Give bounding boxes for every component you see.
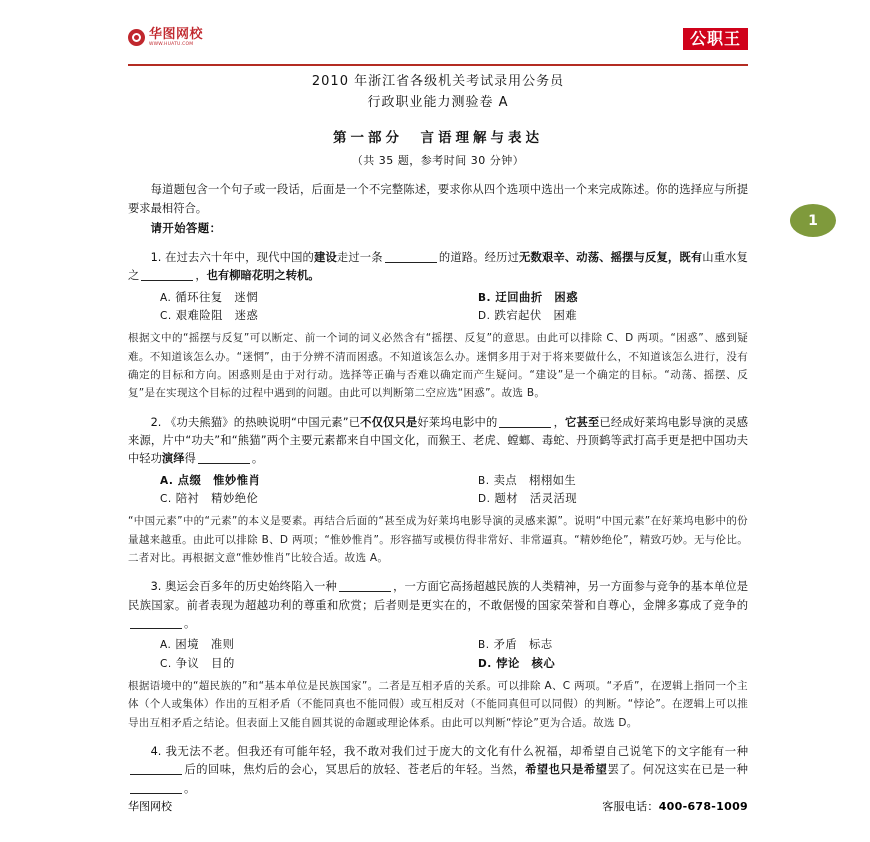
instruction-line: 请开始答题：: [150, 221, 222, 235]
page-header: [128, 28, 748, 66]
option-text: 卖点 栩栩如生: [489, 473, 577, 487]
answer-blank: [130, 782, 182, 794]
question-stem: [128, 414, 748, 469]
answer-blank: [130, 617, 182, 629]
section-title: 第一部分 言语理解与表达: [333, 129, 543, 146]
intro-paragraph: 每道题包含一个句子或一段话，后面是一个不完整陈述，要求你从四个选项中选出一个来完成陈述。你的选择应与所提要求最相符合。: [128, 183, 748, 215]
option-text: 困境 准则: [171, 638, 235, 652]
option-list: [128, 289, 748, 326]
question-number: 4.: [150, 745, 166, 759]
question-number: 2.: [150, 415, 166, 429]
option-key: B.: [478, 639, 490, 652]
footer-contact: [602, 798, 748, 814]
option-key: A.: [160, 291, 172, 304]
stem-text: 得: [184, 452, 196, 466]
stem-text: 我无法不老。但我还有可能年轻，我不敢对我们过于庞大的文化有什么祝福，却希望自己说笔下的文字能有一种: [165, 745, 748, 759]
option-key: B.: [478, 474, 490, 487]
question-explanation: 根据语境中的“超民族的”和“基本单位是民族国家”。二者是互相矛盾的关系。可以排除 A、C 两项。“矛盾”，在逻辑上指同一个主体（个人或集体）作出的互相矛盾（不能同真也不能同假）或互相反对（不能同真但可以同假）的判断。“悖论”。在逻辑上可以推导出互相矛盾之结论。但表面上又能自圆其说的命题或理论体系。由此可以判断“悖论”更为合适。故选 D。: [128, 679, 748, 729]
stem-text: 后的回味，焦灼后的会心，冥思后的放轻、苍老后的年轻。当然，: [184, 763, 526, 777]
footer-brand: 华图网校: [128, 800, 172, 813]
option-item[interactable]: [128, 655, 438, 673]
stem-text: 山重水复之: [128, 251, 748, 283]
option-key: C.: [160, 657, 172, 670]
option-text: 争议 目的: [171, 656, 235, 670]
question-list: [128, 249, 748, 798]
stem-emphasis: 建设: [314, 251, 337, 265]
option-text: 迂回曲折 困惑: [491, 290, 579, 304]
answer-blank: [385, 251, 437, 263]
stem-emphasis: 希望也只是希望: [525, 763, 608, 777]
stem-emphasis: 演绎: [161, 452, 185, 466]
footer-phone: 400-678-1009: [658, 800, 748, 813]
exam-title-line-2: 行政职业能力测验卷 A: [367, 94, 509, 110]
stem-emphasis: 它甚至: [565, 415, 600, 429]
question-stem: [128, 578, 748, 633]
stem-emphasis: 也有柳暗花明之转机。: [206, 269, 320, 283]
option-item[interactable]: [438, 307, 748, 325]
option-key: D.: [478, 657, 492, 670]
option-item[interactable]: [128, 289, 438, 307]
stem-text: 好莱坞电影中的: [417, 415, 498, 429]
page-number-badge: 1: [790, 204, 836, 237]
stem-text: ，: [195, 269, 207, 283]
option-item[interactable]: [438, 655, 748, 673]
stem-text: 奥运会百多年的历史始终陷入一种: [165, 580, 337, 594]
logo-title: 华图网校: [149, 27, 204, 42]
exam-title-line-1: 2010 年浙江省各级机关考试录用公务员: [311, 74, 565, 89]
option-text: 跌宕起伏 困难: [490, 309, 578, 323]
stem-text: 《功夫熊猫》的热映说明“中国元素”已: [165, 415, 361, 429]
footer-contact-label: 客服电话：: [602, 800, 659, 813]
question-stem: [128, 249, 748, 286]
option-text: 矛盾 标志: [489, 638, 553, 652]
option-key: D.: [478, 310, 491, 323]
huatu-logo: [128, 28, 203, 48]
option-item[interactable]: [128, 636, 438, 654]
option-item[interactable]: [438, 636, 748, 654]
section-subtitle: （共 35 题，参考时间 30 分钟）: [351, 154, 525, 168]
answer-blank: [130, 764, 182, 776]
option-text: 循环往复 迷惘: [171, 290, 259, 304]
question-explanation: 根据文中的“摇摆与反复”可以断定、前一个词的词义必然含有“摇摆、反复”的意思。由此可以排除 C、D 两项。“困惑”、感到疑难。不知道该怎么办。“迷惘”，由于分辨不清而困惑。不知道该怎么办。迷惘多用于对于将来要做什么，不知道该怎么进行，没有确定的目标和方向。困惑则是由于对行动。选择等正确与否难以确定而产生疑问。“建设”是一个确定的目标。“动荡、摇摆、反复”是在实现这个目标的过程中遇到的问题。由此可以判断第二空应选“困惑”。故选 B。: [128, 332, 748, 400]
logo-text: [149, 28, 203, 48]
logo-subtitle: WWW.HUATU.COM: [149, 42, 194, 47]
answer-blank: [198, 453, 250, 465]
question-number: 3.: [150, 580, 166, 594]
answer-blank: [339, 581, 391, 593]
option-key: A.: [160, 474, 174, 487]
option-text: 悖论 核心: [491, 656, 556, 670]
stem-text: 。: [184, 781, 196, 795]
stem-text: 。: [251, 452, 264, 466]
option-key: C.: [160, 493, 172, 506]
option-list: [128, 472, 748, 509]
option-item[interactable]: [438, 289, 748, 307]
question-stem: [128, 743, 748, 798]
stem-emphasis: 不仅仅只是: [360, 415, 418, 429]
stem-emphasis: 无数艰辛、动荡、摇摆与反复，既有: [519, 251, 703, 265]
option-item[interactable]: [128, 307, 438, 325]
stem-text: ，一方面它高扬超越民族的人类精神，另一方面参与竞争的基本单位是民族国家。前者表现为超越功利的尊重和欣赏；后者则是更实在的，不敢倨慢的国家荣誉和自尊心，金牌多寡成了竞争的: [128, 580, 748, 612]
option-key: A.: [160, 639, 172, 652]
option-item[interactable]: [128, 472, 438, 490]
option-text: 陪衬 精妙绝伦: [171, 492, 259, 506]
stem-text: 。: [184, 617, 196, 631]
option-item[interactable]: [438, 472, 748, 490]
stem-text: 罢了。何况这实在已是一种: [607, 763, 748, 777]
circle-logo-icon: [128, 29, 145, 46]
page-footer: [128, 798, 748, 814]
option-item[interactable]: [128, 490, 438, 508]
option-item[interactable]: [438, 490, 748, 508]
stem-text: 的道路。经历过: [438, 251, 520, 265]
document-body: [128, 72, 748, 798]
option-key: D.: [478, 493, 491, 506]
stem-text: 在过去六十年中，现代中国的: [165, 251, 314, 265]
option-key: B.: [478, 291, 491, 304]
stem-text: ，: [553, 415, 566, 429]
answer-blank: [141, 270, 193, 282]
question-explanation: “中国元素”中的“元素”的本义是要素。再结合后面的“甚至成为好莱坞电影导演的灵感来源”。说明“中国元素”在好莱坞电影中的份量越来越重。由此可以排除 B、D 两项；“惟妙惟肖”。形容描写或模仿得非常好、非常逼真。“精妙绝伦”，精致巧妙。无与伦比。二者对比。再根据文意“惟妙惟肖”比较合适。故选 A。: [128, 515, 748, 565]
option-text: 题材 活灵活现: [490, 492, 578, 506]
option-text: 点缀 惟妙惟肖: [173, 473, 261, 487]
gongzhiwang-logo: 公职王: [683, 28, 748, 50]
option-text: 艰难险阻 迷惑: [171, 309, 259, 323]
stem-text: 走过一条: [336, 251, 383, 265]
question-number: 1.: [150, 251, 166, 265]
answer-blank: [499, 416, 551, 428]
stem-text: 已经成好莱坞电影导演的灵感来源，片中“功夫”和“熊猫”两个主要元素都来自中国文化，而猴王、老虎、螳螂、毒蛇、丹顶鹤等武打高手更是把中国功夫中轻功: [128, 415, 748, 466]
option-key: C.: [160, 310, 172, 323]
option-list: [128, 636, 748, 673]
